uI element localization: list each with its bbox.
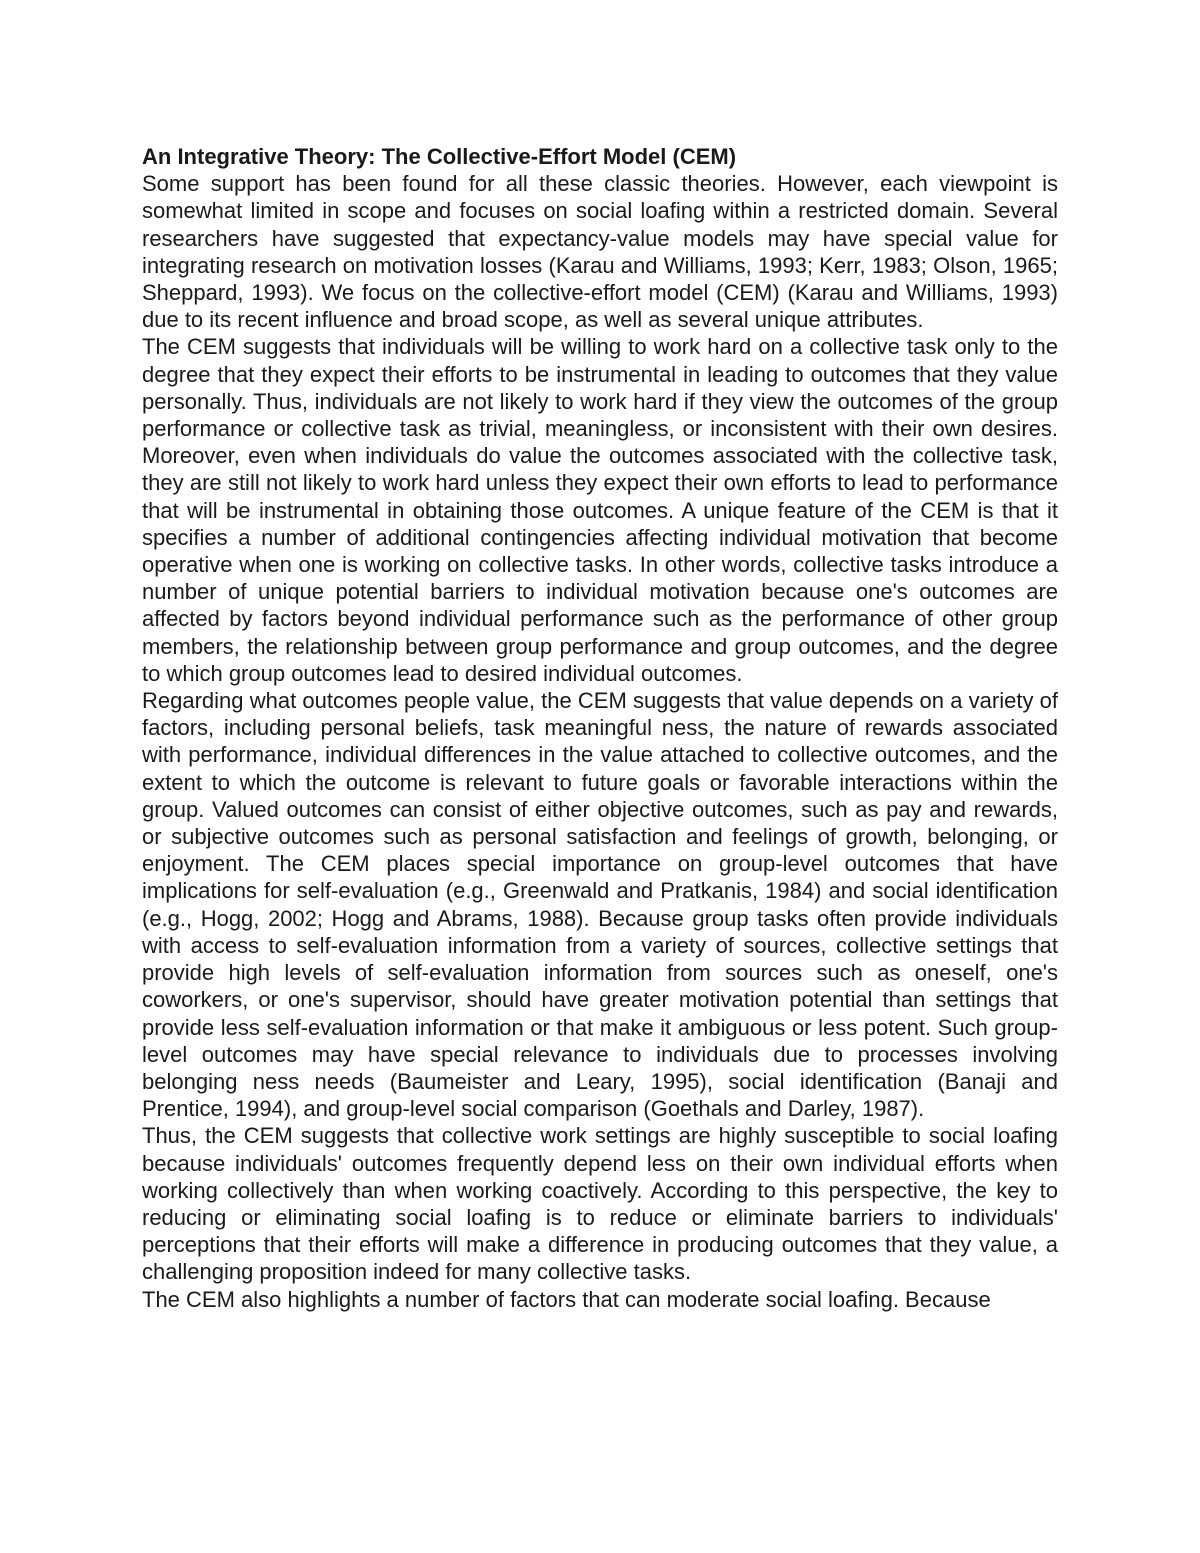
document-page xyxy=(142,143,1058,1313)
paragraph-valued-outcomes: Regarding what outcomes people value, the CEM suggests that value depends on a variety of factors, including personal beliefs, task meaningful ness, the nature of rewards associated with performance, individual differences in the value attached to collective outcomes, and the extent to which the outcome is relevant to future goals or favorable interactions within the group. Valued outcomes can consist of either objective outcomes, such as pay and rewards, or subjective outcomes such as personal satisfaction and feelings of growth, belonging, or enjoyment. The CEM places special importance on group-level outcomes that have implications for self-evaluation (e.g., Greenwald and Pratkanis, 1984) and social identification (e.g., Hogg, 2002; Hogg and Abrams, 1988). Because group tasks often provide individuals with access to self-evaluation information from a variety of sources, collective settings that provide high levels of self-evaluation information from sources such as oneself, one's coworkers, or one's supervisor, should have greater motivation potential than settings that provide less self-evaluation information or that make it ambiguous or less potent. Such group-level outcomes may have special relevance to individuals due to processes involving belonging ness needs (Baumeister and Leary, 1995), social identification (Banaji and Prentice, 1994), and group-level social comparison (Goethals and Darley, 1987). xyxy=(142,688,1058,1122)
paragraph-cem-definition: The CEM suggests that individuals will be willing to work hard on a collective task only to the degree that they expect their efforts to be instrumental in leading to outcomes that they value personally. Thus, individuals are not likely to work hard if they view the outcomes of the group performance or collective task as trivial, meaningless, or inconsistent with their own desires. Moreover, even when individuals do value the outcomes associated with the collective task, they are still not likely to work hard unless they expect their own efforts to lead to performance that will be instrumental in obtaining those outcomes. A unique feature of the CEM is that it specifies a number of additional contingencies affecting individual motivation that become operative when one is working on collective tasks. In other words, collective tasks introduce a number of unique potential barriers to individual motivation because one's outcomes are affected by factors beyond individual performance such as the performance of other group members, the relationship between group performance and group outcomes, and the degree to which group outcomes lead to desired individual outcomes. xyxy=(142,334,1058,686)
paragraph-moderating-factors: The CEM also highlights a number of factors that can moderate social loafing. Because xyxy=(142,1286,991,1312)
document-title: An Integrative Theory: The Collective-Effort Model (CEM) xyxy=(142,144,737,169)
paragraph-intro: Some support has been found for all these classic theories. However, each viewpoint is somewhat limited in scope and focuses on social loafing within a restricted domain. Several researchers have suggested that expectancy-value models may have special value for integrating research on motivation losses (Karau and Williams, 1993; Kerr, 1983; Olson, 1965; Sheppard, 1993). We focus on the collective-effort model (CEM) (Karau and Williams, 1993) due to its recent influence and broad scope, as well as several unique attributes. xyxy=(142,171,1058,333)
paragraph-social-loafing-susceptibility: Thus, the CEM suggests that collective work settings are highly susceptible to social loafing because individuals' outcomes frequently depend less on their own individual efforts when working collectively than when working coactively. According to this perspective, the key to reducing or eliminating social loafing is to reduce or eliminate barriers to individuals' perceptions that their efforts will make a difference in producing outcomes that they value, a challenging proposition indeed for many collective tasks. xyxy=(142,1123,1058,1285)
